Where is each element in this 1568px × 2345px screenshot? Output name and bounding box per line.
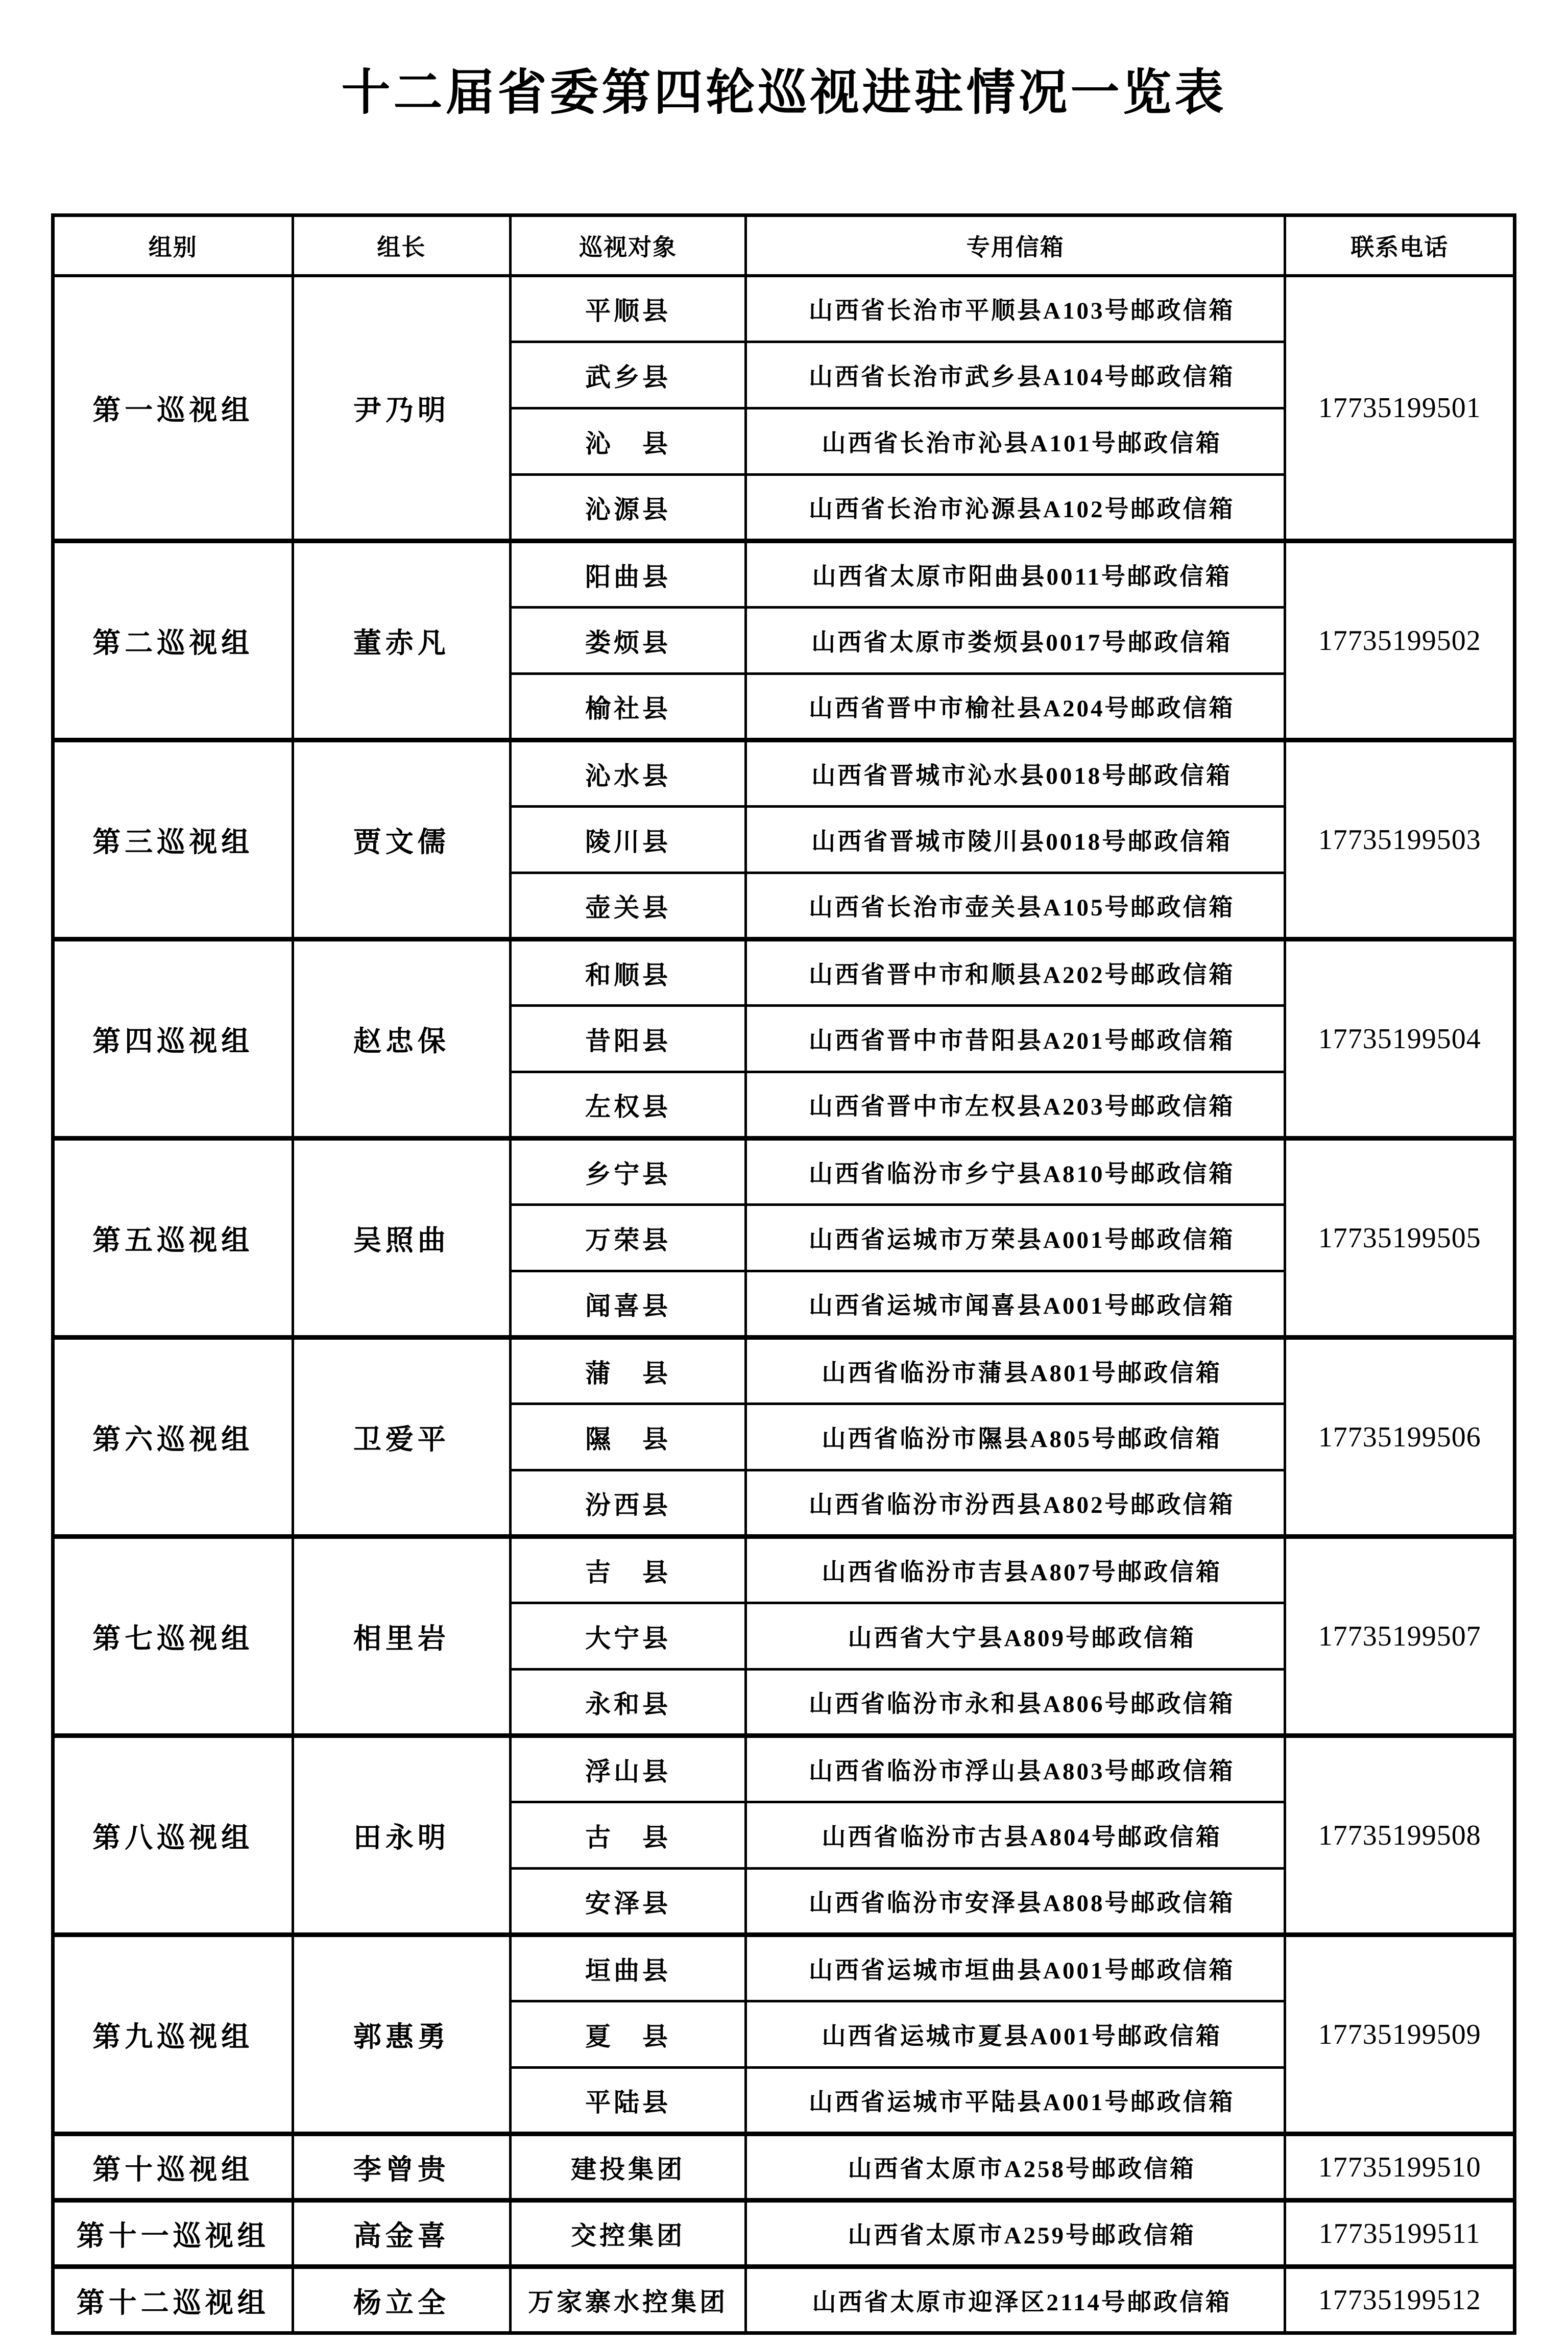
mailbox-cell: 山西省临汾市吉县A807号邮政信箱 [746, 1537, 1285, 1603]
target-cell: 昔阳县 [511, 1006, 746, 1072]
group-cell: 第十一巡视组 [53, 2201, 293, 2267]
target-cell: 建投集团 [511, 2134, 746, 2201]
target-cell: 平顺县 [511, 276, 746, 342]
target-cell: 大宁县 [511, 1603, 746, 1670]
header-row [53, 215, 1515, 276]
mailbox-cell: 山西省晋中市昔阳县A201号邮政信箱 [746, 1006, 1285, 1072]
group-cell: 第十巡视组 [53, 2134, 293, 2201]
table-row [53, 1537, 1515, 1603]
page-title: 十二届省委第四轮巡视进驻情况一览表 [341, 65, 1227, 120]
table-row [53, 1736, 1515, 1802]
group-cell: 第三巡视组 [53, 740, 293, 939]
phone-cell: 17735199510 [1285, 2134, 1515, 2201]
leader-cell: 郭惠勇 [293, 1935, 511, 2134]
target-cell: 闻喜县 [511, 1271, 746, 1338]
leader-cell: 吴照曲 [293, 1139, 511, 1338]
target-cell: 壶关县 [511, 873, 746, 939]
target-cell: 吉 县 [511, 1537, 746, 1603]
target-cell: 左权县 [511, 1072, 746, 1139]
phone-cell: 17735199503 [1285, 740, 1515, 939]
mailbox-cell: 山西省运城市夏县A001号邮政信箱 [746, 2001, 1285, 2068]
target-cell: 交控集团 [511, 2201, 746, 2267]
mailbox-cell: 山西省太原市阳曲县0011号邮政信箱 [746, 541, 1285, 608]
target-cell: 沁源县 [511, 475, 746, 541]
target-cell: 古 县 [511, 1802, 746, 1869]
mailbox-cell: 山西省长治市壶关县A105号邮政信箱 [746, 873, 1285, 939]
target-cell: 永和县 [511, 1670, 746, 1736]
mailbox-cell: 山西省临汾市永和县A806号邮政信箱 [746, 1670, 1285, 1736]
leader-cell: 卫爱平 [293, 1338, 511, 1537]
inspection-roster-table [51, 213, 1516, 2335]
target-cell: 娄烦县 [511, 608, 746, 674]
mailbox-cell: 山西省长治市平顺县A103号邮政信箱 [746, 276, 1285, 342]
mailbox-cell: 山西省长治市沁源县A102号邮政信箱 [746, 475, 1285, 541]
target-cell: 蒲 县 [511, 1338, 746, 1404]
mailbox-cell: 山西省临汾市安泽县A808号邮政信箱 [746, 1869, 1285, 1935]
phone-cell: 17735199506 [1285, 1338, 1515, 1537]
target-cell: 榆社县 [511, 674, 746, 740]
mailbox-cell: 山西省长治市武乡县A104号邮政信箱 [746, 342, 1285, 408]
mailbox-cell: 山西省运城市万荣县A001号邮政信箱 [746, 1205, 1285, 1271]
phone-cell: 17735199502 [1285, 541, 1515, 740]
leader-cell: 尹乃明 [293, 276, 511, 541]
target-cell: 和顺县 [511, 939, 746, 1006]
mailbox-cell: 山西省太原市娄烦县0017号邮政信箱 [746, 608, 1285, 674]
group-cell: 第四巡视组 [53, 939, 293, 1139]
mailbox-cell: 山西省晋城市陵川县0018号邮政信箱 [746, 807, 1285, 873]
group-cell: 第十二巡视组 [53, 2267, 293, 2333]
mailbox-cell: 山西省晋中市榆社县A204号邮政信箱 [746, 674, 1285, 740]
phone-cell: 17735199508 [1285, 1736, 1515, 1935]
mailbox-cell: 山西省晋中市左权县A203号邮政信箱 [746, 1072, 1285, 1139]
leader-cell: 贾文儒 [293, 740, 511, 939]
target-cell: 乡宁县 [511, 1139, 746, 1205]
mailbox-cell: 山西省临汾市乡宁县A810号邮政信箱 [746, 1139, 1285, 1205]
leader-cell: 董赤凡 [293, 541, 511, 740]
table-row [53, 939, 1515, 1006]
target-cell: 浮山县 [511, 1736, 746, 1802]
table-row [53, 1935, 1515, 2001]
mailbox-cell: 山西省临汾市蒲县A801号邮政信箱 [746, 1338, 1285, 1404]
column-header-group: 组别 [53, 215, 293, 276]
target-cell: 陵川县 [511, 807, 746, 873]
group-cell: 第九巡视组 [53, 1935, 293, 2134]
group-cell: 第八巡视组 [53, 1736, 293, 1935]
leader-cell: 相里岩 [293, 1537, 511, 1736]
mailbox-cell: 山西省晋城市沁水县0018号邮政信箱 [746, 740, 1285, 807]
leader-cell: 田永明 [293, 1736, 511, 1935]
mailbox-cell: 山西省临汾市浮山县A803号邮政信箱 [746, 1736, 1285, 1802]
target-cell: 汾西县 [511, 1470, 746, 1537]
phone-cell: 17735199512 [1285, 2267, 1515, 2333]
mailbox-cell: 山西省临汾市古县A804号邮政信箱 [746, 1802, 1285, 1869]
leader-cell: 赵忠保 [293, 939, 511, 1139]
target-cell: 夏 县 [511, 2001, 746, 2068]
target-cell: 万荣县 [511, 1205, 746, 1271]
leader-cell: 杨立全 [293, 2267, 511, 2333]
phone-cell: 17735199511 [1285, 2201, 1515, 2267]
mailbox-cell: 山西省运城市闻喜县A001号邮政信箱 [746, 1271, 1285, 1338]
mailbox-cell: 山西省运城市垣曲县A001号邮政信箱 [746, 1935, 1285, 2001]
mailbox-cell: 山西省运城市平陆县A001号邮政信箱 [746, 2068, 1285, 2134]
target-cell: 安泽县 [511, 1869, 746, 1935]
column-header-leader: 组长 [293, 215, 511, 276]
target-cell: 阳曲县 [511, 541, 746, 608]
mailbox-cell: 山西省太原市迎泽区2114号邮政信箱 [746, 2267, 1285, 2333]
table-row [53, 740, 1515, 807]
mailbox-cell: 山西省太原市A258号邮政信箱 [746, 2134, 1285, 2201]
mailbox-cell: 山西省大宁县A809号邮政信箱 [746, 1603, 1285, 1670]
table-row [53, 1338, 1515, 1404]
target-cell: 武乡县 [511, 342, 746, 408]
mailbox-cell: 山西省长治市沁县A101号邮政信箱 [746, 408, 1285, 475]
group-cell: 第五巡视组 [53, 1139, 293, 1338]
column-header-phone: 联系电话 [1285, 215, 1515, 276]
column-header-mailbox: 专用信箱 [746, 215, 1285, 276]
leader-cell: 李曾贵 [293, 2134, 511, 2201]
table-row [53, 2201, 1515, 2267]
target-cell: 沁 县 [511, 408, 746, 475]
mailbox-cell: 山西省临汾市汾西县A802号邮政信箱 [746, 1470, 1285, 1537]
phone-cell: 17735199507 [1285, 1537, 1515, 1736]
group-cell: 第七巡视组 [53, 1537, 293, 1736]
phone-cell: 17735199501 [1285, 276, 1515, 541]
column-header-target: 巡视对象 [511, 215, 746, 276]
mailbox-cell: 山西省临汾市隰县A805号邮政信箱 [746, 1404, 1285, 1470]
target-cell: 平陆县 [511, 2068, 746, 2134]
target-cell: 万家寨水控集团 [511, 2267, 746, 2333]
group-cell: 第一巡视组 [53, 276, 293, 541]
group-cell: 第二巡视组 [53, 541, 293, 740]
leader-cell: 高金喜 [293, 2201, 511, 2267]
target-cell: 隰 县 [511, 1404, 746, 1470]
phone-cell: 17735199505 [1285, 1139, 1515, 1338]
phone-cell: 17735199509 [1285, 1935, 1515, 2134]
table-row [53, 2134, 1515, 2201]
group-cell: 第六巡视组 [53, 1338, 293, 1537]
target-cell: 沁水县 [511, 740, 746, 807]
mailbox-cell: 山西省晋中市和顺县A202号邮政信箱 [746, 939, 1285, 1006]
table-row [53, 541, 1515, 608]
target-cell: 垣曲县 [511, 1935, 746, 2001]
mailbox-cell: 山西省太原市A259号邮政信箱 [746, 2201, 1285, 2267]
phone-cell: 17735199504 [1285, 939, 1515, 1139]
table-row [53, 1139, 1515, 1205]
table-row [53, 276, 1515, 342]
table-row [53, 2267, 1515, 2333]
